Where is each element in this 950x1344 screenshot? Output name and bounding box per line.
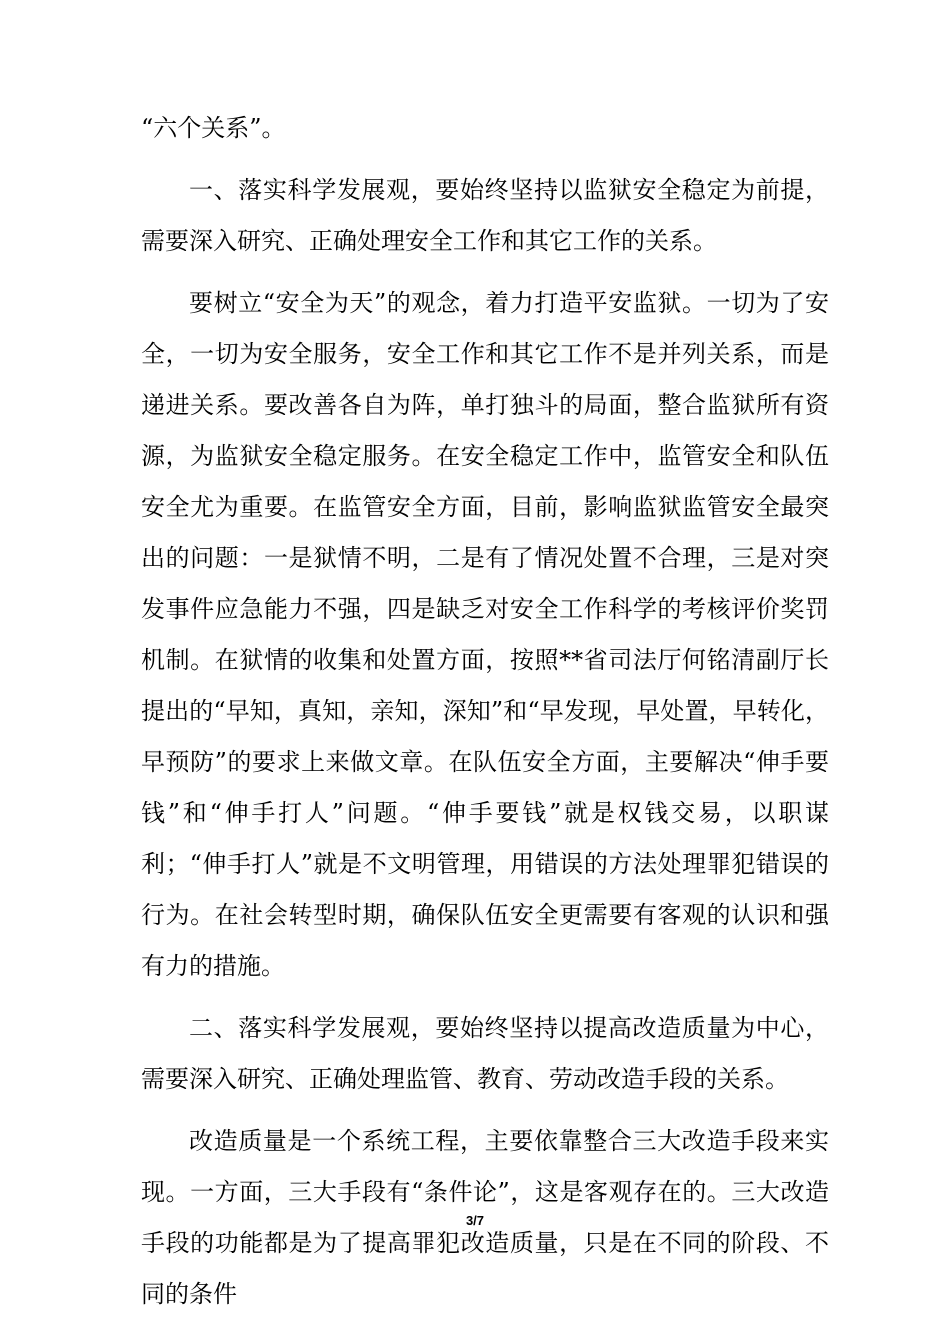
paragraph-section-two-heading: 二、落实科学发展观，要始终坚持以提高改造质量为中心，需要深入研究、正确处理监管、教育、劳动改造手段的关系。 — [141, 1014, 829, 1093]
paragraph-continuation: “六个关系”。 — [141, 114, 286, 142]
document-body — [141, 103, 829, 1331]
paragraph-reform-quality: 改造质量是一个系统工程，主要依靠整合三大改造手段来实现。一方面，三大手段有“条件论”，这是客观存在的。三大改造手段的功能都是为了提高罪犯改造质量，只是在不同的阶段、不同的条件 — [141, 1127, 829, 1308]
paragraph-section-one-heading: 一、落实科学发展观，要始终坚持以监狱安全稳定为前提，需要深入研究、正确处理安全工作和其它工作的关系。 — [141, 176, 829, 255]
page-number: 3/7 — [465, 1213, 485, 1228]
paragraph-safety-details: 要树立“安全为天”的观念，着力打造平安监狱。一切为了安全，一切为安全服务，安全工作和其它工作不是并列关系，而是递进关系。要改善各自为阵，单打独斗的局面，整合监狱所有资源，为监狱安全稳定服务。在安全稳定工作中，监管安全和队伍安全尤为重要。在监管安全方面，目前，影响监狱监管安全最突出的问题：一是狱情不明，二是有了情况处置不合理，三是对突发事件应急能力不强，四是缺乏对安全工作科学的考核评价奖罚机制。在狱情的收集和处置方面，按照**省司法厅何铭清副厅长提出的“早知，真知，亲知，深知”和“早发现，早处置，早转化，早预防”的要求上来做文章。在队伍安全方面，主要解决“伸手要钱”和“伸手打人”问题。“伸手要钱”就是权钱交易，以职谋利；“伸手打人”就是不文明管理，用错误的方法处理罪犯错误的行为。在社会转型时期，确保队伍安全更需要有客观的认识和强有力的措施。 — [141, 289, 829, 980]
